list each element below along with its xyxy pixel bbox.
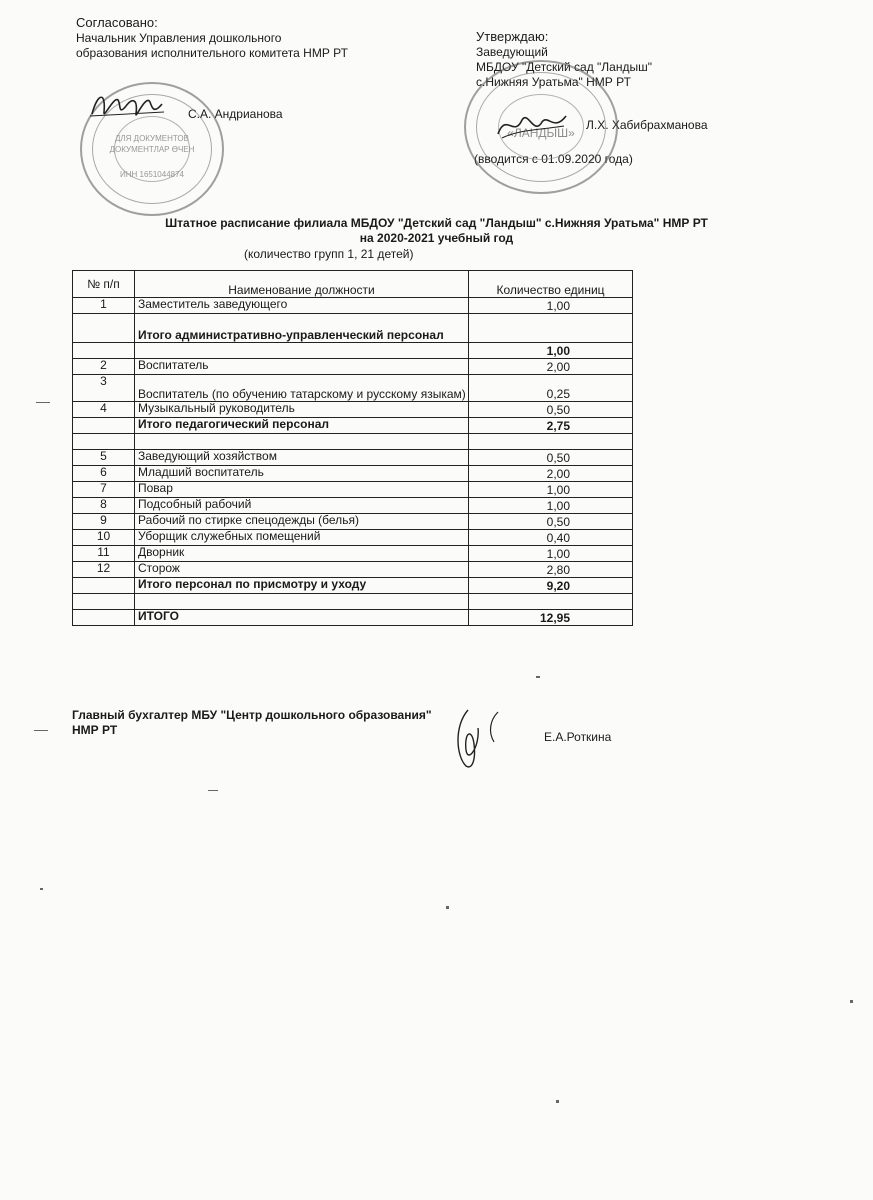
table-row xyxy=(73,562,633,578)
scan-mark xyxy=(40,888,43,890)
row-quantity: 0,50 xyxy=(469,450,633,466)
row-number: 9 xyxy=(73,514,135,530)
approval-left-title: Согласовано: xyxy=(76,15,158,30)
approval-right-note: (вводится с 01.09.2020 года) xyxy=(474,152,633,166)
row-quantity: 9,20 xyxy=(469,578,633,594)
row-number: 6 xyxy=(73,466,135,482)
row-number: 3 xyxy=(73,375,135,402)
table-row xyxy=(73,530,633,546)
document-groups: (количество групп 1, 21 детей) xyxy=(244,247,414,261)
row-number: 12 xyxy=(73,562,135,578)
row-quantity xyxy=(469,314,633,343)
row-number xyxy=(73,343,135,359)
row-position: ИТОГО xyxy=(135,610,469,626)
row-number: 2 xyxy=(73,359,135,375)
row-position: Сторож xyxy=(135,562,469,578)
row-position: Итого административно-управленческий персонал xyxy=(135,314,469,343)
table-row xyxy=(73,514,633,530)
row-number xyxy=(73,418,135,434)
footer-line2: НМР РТ xyxy=(72,723,118,737)
row-position: Заведующий хозяйством xyxy=(135,450,469,466)
staffing-table xyxy=(72,270,633,626)
row-quantity: 2,00 xyxy=(469,359,633,375)
table-row xyxy=(73,594,633,610)
table-row xyxy=(73,314,633,343)
table-row xyxy=(73,343,633,359)
row-number: 10 xyxy=(73,530,135,546)
row-position xyxy=(135,343,469,359)
row-quantity xyxy=(469,594,633,610)
row-position: Дворник xyxy=(135,546,469,562)
row-number: 8 xyxy=(73,498,135,514)
row-number xyxy=(73,594,135,610)
row-position: Заместитель заведующего xyxy=(135,298,469,314)
approval-right-line1: Заведующий xyxy=(476,45,548,59)
row-position: Младший воспитатель xyxy=(135,466,469,482)
row-position: Уборщик служебных помещений xyxy=(135,530,469,546)
row-position: Музыкальный руководитель xyxy=(135,402,469,418)
scan-mark xyxy=(208,790,218,791)
row-number: 4 xyxy=(73,402,135,418)
row-position: Подсобный рабочий xyxy=(135,498,469,514)
footer-line1: Главный бухгалтер МБУ "Центр дошкольного образования" xyxy=(72,708,432,722)
approval-right-line3: с.Нижняя Уратьма" НМР РТ xyxy=(476,75,631,89)
table-row xyxy=(73,482,633,498)
row-number xyxy=(73,578,135,594)
approval-right-line2: МБДОУ "Детский сад "Ландыш" xyxy=(476,60,652,74)
row-position: Рабочий по стирке спецодежды (белья) xyxy=(135,514,469,530)
row-number: 7 xyxy=(73,482,135,498)
approval-left-line1: Начальник Управления дошкольного xyxy=(76,31,282,45)
scan-mark xyxy=(556,1100,559,1103)
row-number: 1 xyxy=(73,298,135,314)
row-quantity: 12,95 xyxy=(469,610,633,626)
row-quantity: 0,50 xyxy=(469,402,633,418)
row-quantity: 2,80 xyxy=(469,562,633,578)
table-row xyxy=(73,418,633,434)
row-quantity: 1,00 xyxy=(469,343,633,359)
row-quantity: 0,25 xyxy=(469,375,633,402)
row-number xyxy=(73,314,135,343)
row-number xyxy=(73,610,135,626)
row-position: Повар xyxy=(135,482,469,498)
header-number: № п/п xyxy=(73,271,135,298)
table-row xyxy=(73,402,633,418)
scan-mark xyxy=(850,1000,853,1003)
row-quantity: 1,00 xyxy=(469,482,633,498)
stamp-left-text2: ДОКУМЕНТЛАР ӨЧЕН xyxy=(109,145,195,154)
document-subtitle: на 2020-2021 учебный год xyxy=(359,231,514,245)
table-row xyxy=(73,546,633,562)
table-row xyxy=(73,375,633,402)
row-quantity: 0,40 xyxy=(469,530,633,546)
document-title: Штатное расписание филиала МБДОУ "Детский сад "Ландыш" с.Нижняя Уратьма" НМР РТ xyxy=(165,216,708,230)
scan-mark xyxy=(536,676,540,678)
row-quantity: 2,75 xyxy=(469,418,633,434)
header-position: Наименование должности xyxy=(135,271,469,298)
table-row xyxy=(73,450,633,466)
row-number: 5 xyxy=(73,450,135,466)
table-row xyxy=(73,466,633,482)
table-row xyxy=(73,298,633,314)
row-position: Воспитатель (по обучению татарскому и русскому языкам) xyxy=(135,375,469,402)
stamp-left-text1: ДЛЯ ДОКУМЕНТОВ xyxy=(114,134,189,143)
table-row xyxy=(73,578,633,594)
stamp-right-text: «ЛАНДЫШ» xyxy=(507,126,575,140)
row-number: 11 xyxy=(73,546,135,562)
row-position: Итого персонал по присмотру и уходу xyxy=(135,578,469,594)
approval-block-left xyxy=(76,14,348,61)
stamp-left-inn: ИНН 1651044874 xyxy=(119,170,185,179)
footer-signer: Е.А.Роткина xyxy=(544,730,612,744)
row-quantity: 1,00 xyxy=(469,298,633,314)
table-row xyxy=(73,359,633,375)
row-quantity: 1,00 xyxy=(469,498,633,514)
signature-footer xyxy=(450,706,510,772)
approval-left-signer: С.А. Андрианова xyxy=(188,107,283,121)
row-position xyxy=(135,594,469,610)
row-position xyxy=(135,434,469,450)
table-row xyxy=(73,610,633,626)
row-quantity xyxy=(469,434,633,450)
scan-mark xyxy=(446,906,449,909)
header-quantity: Количество единиц xyxy=(469,271,633,298)
approval-left-line2: образования исполнительного комитета НМР РТ xyxy=(76,46,348,60)
row-number xyxy=(73,434,135,450)
scan-mark xyxy=(34,730,48,731)
table-row xyxy=(73,498,633,514)
signature-left xyxy=(88,86,168,126)
approval-right-title: Утверждаю: xyxy=(476,29,549,44)
approval-right-signer: Л.Х. Хабибрахманова xyxy=(586,118,708,132)
row-quantity: 1,00 xyxy=(469,546,633,562)
scan-mark xyxy=(36,402,50,403)
row-quantity: 2,00 xyxy=(469,466,633,482)
row-position: Воспитатель xyxy=(135,359,469,375)
signature-right xyxy=(494,108,570,144)
table-row xyxy=(73,434,633,450)
row-position: Итого педагогический персонал xyxy=(135,418,469,434)
row-quantity: 0,50 xyxy=(469,514,633,530)
table-header-row xyxy=(73,271,633,298)
